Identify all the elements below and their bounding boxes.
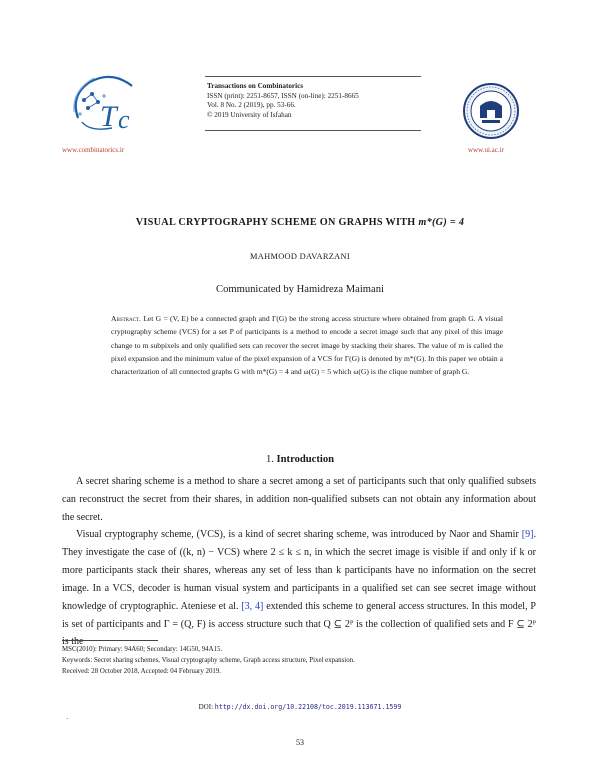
issn: ISSN (print): 2251-8657, ISSN (on-line): 2251-8665 bbox=[207, 91, 359, 100]
doi bbox=[0, 703, 600, 711]
journal-header bbox=[207, 82, 427, 120]
doi-link[interactable]: http://dx.doi.org/10.22108/toc.2019.113671.1599 bbox=[214, 703, 402, 711]
doi-label: DOI: bbox=[198, 703, 215, 711]
university-url[interactable]: www.ui.ac.ir bbox=[468, 146, 504, 154]
volume-info: Vol. 8 No. 2 (2019), pp. 53-66. bbox=[207, 101, 296, 110]
paper-title bbox=[0, 217, 600, 228]
title-text: VISUAL CRYPTOGRAPHY SCHEME ON GRAPHS WITH bbox=[135, 217, 419, 228]
svg-text:c: c bbox=[118, 105, 130, 134]
abstract-text: Let G = (V, E) be a connected graph and Γ(G) be the strong access structure where obtained from graph G. A visual cryptography scheme (VCS) for a set P of participants is a method to encode a secret image such that any pixel of this image change to m subpixels and only qualified sets can recover the secret image by stacking their shares. The value of m is called the pixel expansion and the minimum value of the pixel expansion of a VCS for Γ(G) is denoted by m*(G). In this paper we obtain a characterization of all connected graphs G with m*(G) = 4 and ω(G) = 5 which ω(G) is the clique number of graph G. bbox=[111, 314, 503, 377]
citation-ateniese[interactable]: [3, 4] bbox=[241, 600, 264, 612]
keywords: Keywords: Secret sharing schemes, Visual cryptography scheme, Graph access structure, Pixel expansion. bbox=[62, 657, 355, 665]
section-number: 1. bbox=[265, 454, 274, 465]
author: MAHMOOD DAVARZANI bbox=[250, 252, 350, 261]
stray-dot: · bbox=[66, 715, 69, 723]
journal-name: Transactions on Combinatorics bbox=[207, 82, 304, 90]
communicated-by: Communicated by Hamidreza Maimani bbox=[216, 284, 384, 295]
paragraph-2 bbox=[62, 526, 536, 651]
paragraph-1: A secret sharing scheme is a method to share a secret among a set of participants such that only qualified subsets can reconstruct the secret from their shares, in addition non-qualified subsets can not obtain any information about the secret. bbox=[62, 476, 536, 523]
footnote-rule bbox=[62, 640, 158, 641]
paragraph-2-part-c: extended this scheme to general access structures. In this model, P is set of participants and Γ = (Q, F) is access structure such that Q ⊆ 2ᴾ is the collection of qualified sets and F ⊆ 2ᴾ is the bbox=[62, 600, 536, 648]
title-math: m*(G) = 4 bbox=[418, 217, 465, 228]
abstract-label: Abstract. bbox=[111, 314, 141, 323]
footnotes bbox=[62, 644, 536, 678]
header-rule-top bbox=[205, 76, 421, 77]
citation-naor-shamir[interactable]: [9] bbox=[521, 529, 534, 540]
section-heading bbox=[0, 454, 600, 465]
paragraph-2-part-a: Visual cryptography scheme, (VCS), is a kind of secret sharing scheme, was introduced by Naor and Shamir bbox=[76, 529, 522, 540]
section-title: Introduction bbox=[276, 454, 335, 465]
page-number: 53 bbox=[296, 738, 304, 747]
msc-classification: MSC(2010): Primary: 94A60; Secondary: 14G50, 94A15. bbox=[62, 646, 223, 653]
received-date: Received: 28 October 2018, Accepted: 04 February 2019. bbox=[62, 668, 222, 676]
svg-text:T: T bbox=[100, 100, 117, 133]
university-logo bbox=[462, 82, 520, 140]
journal-url[interactable]: www.combinatorics.ir bbox=[62, 146, 125, 154]
abstract bbox=[111, 312, 503, 378]
header-rule-bottom bbox=[205, 130, 421, 131]
copyright: © 2019 University of Isfahan bbox=[207, 110, 292, 119]
paragraph-2-part-b: . They investigate the case of ((k, n) − VCS) where 2 ≤ k ≤ n, in which the secret image is visible if and only if k or more participants stack their shares, whereas any set of less than k participants have no information on the secret image. In a VCS, decoder is human visual system and participants in a qualified set can see secret image without knowledge of cryptographic. Ateniese et al. bbox=[62, 529, 536, 612]
journal-logo bbox=[60, 70, 150, 140]
